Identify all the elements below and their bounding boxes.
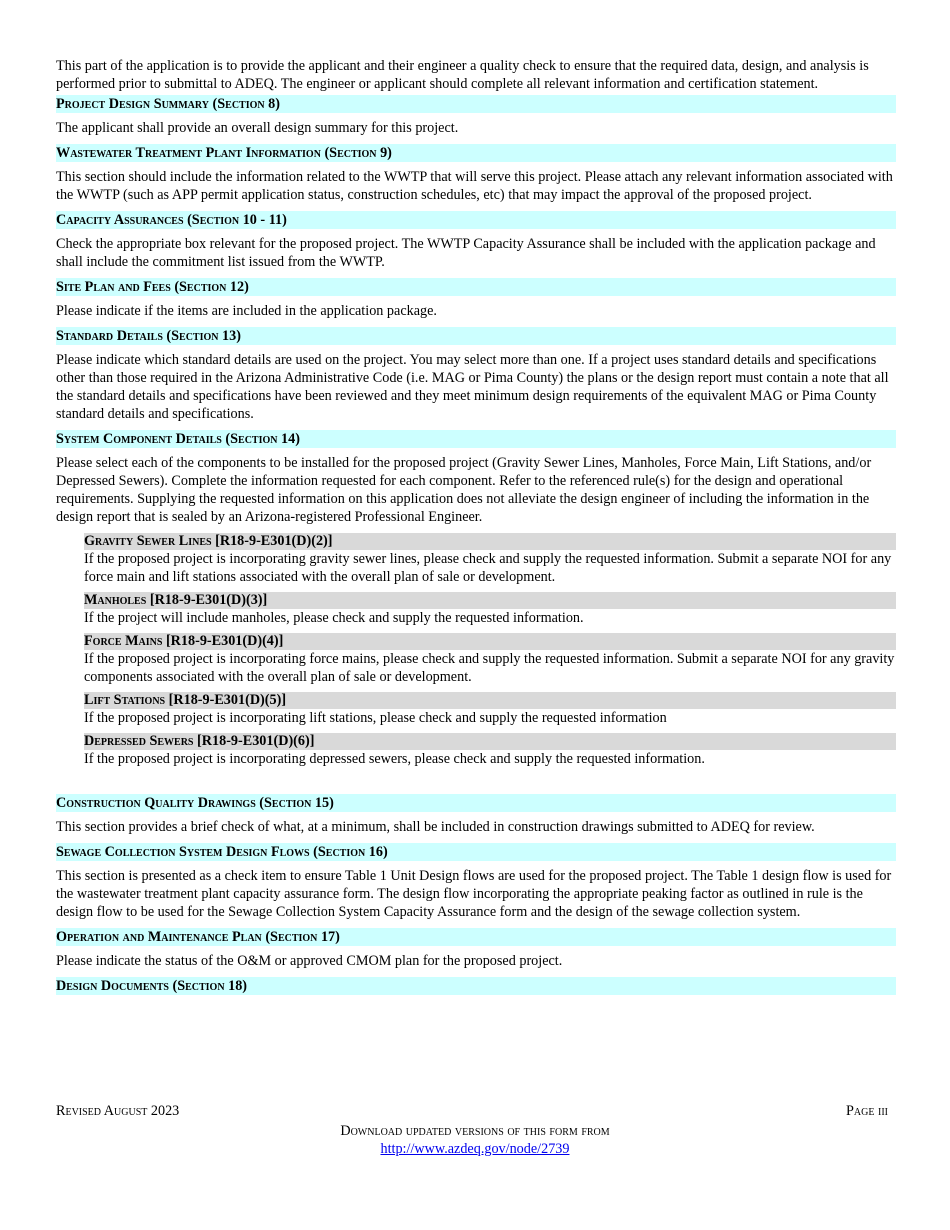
section-heading-site-plan-fees: Site Plan and Fees (Section 12) xyxy=(56,278,896,296)
section-heading-design-flows: Sewage Collection System Design Flows (Section 16) xyxy=(56,843,896,861)
subsection-force-mains xyxy=(84,633,896,686)
subsection-manholes xyxy=(84,592,896,627)
footer-revised-date: Revised August 2023 xyxy=(56,1103,180,1119)
section-body-standard-details: Please indicate which standard details are used on the project. You may select more than one. If a project uses standard details and specifications other than those required in the Arizona Administrative Code (i.e. MAG or Pima County) the plans or the design report must contain a note that all the standard details and specifications have been reviewed and they meet minimum design requirements of the equivalent MAG or Pima County standard details and specifications. xyxy=(56,352,889,422)
section-body-wwtp-information: This section should include the information related to the WWTP that will serve this project. Please attach any relevant information associated with the WWTP (such as APP permit application status, construction schedules, etc) that may impact the approval of the proposed project. xyxy=(56,169,893,203)
section-heading-capacity-assurances: Capacity Assurances (Section 10 - 11) xyxy=(56,211,896,229)
footer-page-number: Page iii xyxy=(846,1103,888,1119)
subsection-heading: Manholes [R18-9-E301(D)(3)] xyxy=(84,592,896,609)
footer-download-text: Download updated versions of this form from xyxy=(340,1123,610,1139)
section-body-system-component-details: Please select each of the components to be installed for the proposed project (Gravity Sewer Lines, Manholes, Force Main, Lift Stations, and/or Depressed Sewers). Complete the information requested for each component. Refer to the referenced rule(s) for the design and operational requirements. Supplying the requested information on this application does not alleviate the design engineer of including the information in the design report that is sealed by an Arizona-registered Professional Engineer. xyxy=(56,455,872,525)
section-heading-standard-details: Standard Details (Section 13) xyxy=(56,327,896,345)
footer-download xyxy=(0,1122,950,1158)
subsection-body: If the project will include manholes, please check and supply the requested information. xyxy=(84,610,584,626)
section-body-operation-maintenance: Please indicate the status of the O&M or approved CMOM plan for the proposed project. xyxy=(56,953,563,969)
intro-paragraph: This part of the application is to provide the applicant and their engineer a quality check to ensure that the required data, design, and analysis is performed prior to submittal to ADEQ. The engineer or applicant should complete all relevant information and certification statement. xyxy=(56,58,869,92)
section-heading-wwtp-information: Wastewater Treatment Plant Information (Section 9) xyxy=(56,144,896,162)
subsection-body: If the proposed project is incorporating depressed sewers, please check and supply the requested information. xyxy=(84,751,705,767)
subsection-body: If the proposed project is incorporating force mains, please check and supply the requested information. Submit a separate NOI for any gravity components associated with the overall plan of sale or development. xyxy=(84,651,895,685)
subsection-heading: Force Mains [R18-9-E301(D)(4)] xyxy=(84,633,896,650)
subsection-lift-stations xyxy=(84,692,896,727)
subsection-gravity-sewer-lines xyxy=(84,533,896,586)
section-heading-operation-maintenance: Operation and Maintenance Plan (Section 17) xyxy=(56,928,896,946)
spacer xyxy=(56,774,896,794)
section-body-site-plan-fees: Please indicate if the items are included in the application package. xyxy=(56,303,437,319)
section-heading-construction-quality-drawings: Construction Quality Drawings (Section 15) xyxy=(56,794,896,812)
section-heading-project-design-summary: Project Design Summary (Section 8) xyxy=(56,95,896,113)
subsection-depressed-sewers xyxy=(84,733,896,768)
subsection-heading: Depressed Sewers [R18-9-E301(D)(6)] xyxy=(84,733,896,750)
subsection-body: If the proposed project is incorporating gravity sewer lines, please check and supply the requested information. Submit a separate NOI for any force main and lift stations associated with the overall plan of sale or development. xyxy=(84,551,892,585)
footer-download-link[interactable]: http://www.azdeq.gov/node/2739 xyxy=(380,1141,570,1157)
subsection-heading: Gravity Sewer Lines [R18-9-E301(D)(2)] xyxy=(84,533,896,550)
subsection-heading: Lift Stations [R18-9-E301(D)(5)] xyxy=(84,692,896,709)
section-body-project-design-summary: The applicant shall provide an overall design summary for this project. xyxy=(56,120,459,136)
section-body-capacity-assurances: Check the appropriate box relevant for the proposed project. The WWTP Capacity Assurance shall be included with the application package and shall include the commitment list issued from the WWTP. xyxy=(56,236,876,270)
section-body-construction-quality-drawings: This section provides a brief check of what, at a minimum, shall be included in construction drawings submitted to ADEQ for review. xyxy=(56,819,815,835)
section-heading-system-component-details: System Component Details (Section 14) xyxy=(56,430,896,448)
section-body-design-flows: This section is presented as a check item to ensure Table 1 Unit Design flows are used for the proposed project. The Table 1 design flow is used for the wastewater treatment plant capacity assurance form. The design flow incorporating the appropriate peaking factor as outlined in rule is the design flow to be used for the Sewage Collection System Capacity Assurance form and the design of the sewage collection system. xyxy=(56,868,892,920)
section-heading-design-documents: Design Documents (Section 18) xyxy=(56,977,896,995)
subsection-body: If the proposed project is incorporating lift stations, please check and supply the requested information xyxy=(84,710,667,726)
page-content xyxy=(56,57,896,995)
